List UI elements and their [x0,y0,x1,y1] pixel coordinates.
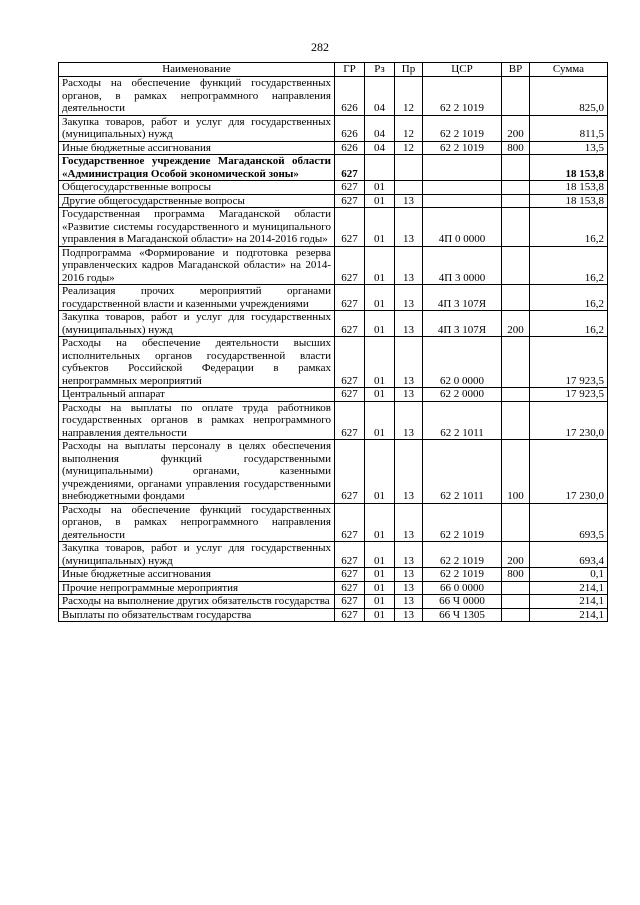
row-gr: 627 [335,285,365,311]
row-vr: 200 [502,115,530,141]
row-sum: 17 923,5 [530,388,608,402]
row-pr: 13 [395,595,423,609]
row-sum: 214,1 [530,581,608,595]
row-csr: 62 2 1019 [423,542,502,568]
row-rz [365,155,395,181]
row-gr: 627 [335,208,365,247]
row-pr: 13 [395,568,423,582]
row-vr: 100 [502,440,530,504]
row-name: Расходы на выполнение других обязательств государства [59,595,335,609]
row-rz: 01 [365,581,395,595]
row-csr: 62 2 1019 [423,77,502,116]
table-row [59,608,608,622]
row-sum: 18 153,8 [530,181,608,195]
row-name: Государственное учреждение Магаданской области «Администрация Особой экономической зоны» [59,155,335,181]
row-rz: 01 [365,208,395,247]
row-gr: 627 [335,503,365,542]
row-sum: 693,4 [530,542,608,568]
row-vr: 200 [502,542,530,568]
table-row [59,581,608,595]
row-sum: 16,2 [530,311,608,337]
row-rz: 01 [365,181,395,195]
row-rz: 01 [365,503,395,542]
row-csr: 4П 3 107Я [423,285,502,311]
row-rz: 04 [365,115,395,141]
header-pr: Пр [395,63,423,77]
row-csr: 62 0 0000 [423,337,502,388]
row-gr: 627 [335,388,365,402]
row-rz: 01 [365,194,395,208]
row-rz: 01 [365,337,395,388]
row-name: Другие общегосударственные вопросы [59,194,335,208]
table-row [59,155,608,181]
row-name: Расходы на обеспечение деятельности высших исполнительных органов государственной власти субъектов Российской Федерации в рамках непрограммных мероприятий [59,337,335,388]
row-rz: 01 [365,285,395,311]
row-gr: 627 [335,568,365,582]
row-vr [502,337,530,388]
row-pr: 12 [395,115,423,141]
row-sum: 16,2 [530,246,608,285]
row-vr [502,194,530,208]
row-rz: 01 [365,595,395,609]
row-pr: 13 [395,311,423,337]
row-name: Расходы на обеспечение функций государственных органов, в рамках непрограммного направления деятельности [59,503,335,542]
row-rz: 01 [365,440,395,504]
row-sum: 693,5 [530,503,608,542]
row-rz: 01 [365,608,395,622]
row-csr: 62 2 1019 [423,568,502,582]
row-gr: 627 [335,542,365,568]
table-row [59,311,608,337]
row-csr: 62 2 1011 [423,401,502,440]
row-vr [502,581,530,595]
row-vr [502,77,530,116]
row-vr [502,208,530,247]
table-row [59,568,608,582]
row-csr: 62 2 1019 [423,503,502,542]
row-sum: 214,1 [530,595,608,609]
row-sum: 17 923,5 [530,337,608,388]
row-csr: 66 0 0000 [423,581,502,595]
row-csr [423,194,502,208]
row-sum: 825,0 [530,77,608,116]
table-row [59,337,608,388]
table-row [59,542,608,568]
row-name: Прочие непрограммные мероприятия [59,581,335,595]
row-vr [502,608,530,622]
row-gr: 627 [335,311,365,337]
row-csr: 4П 0 0000 [423,208,502,247]
row-gr: 627 [335,595,365,609]
row-csr: 4П 3 107Я [423,311,502,337]
row-sum: 214,1 [530,608,608,622]
row-vr [502,285,530,311]
budget-table [58,62,608,622]
row-rz: 01 [365,388,395,402]
row-vr: 200 [502,311,530,337]
row-vr [502,595,530,609]
row-sum: 16,2 [530,208,608,247]
row-name: Центральный аппарат [59,388,335,402]
row-name: Закупка товаров, работ и услуг для государственных (муниципальных) нужд [59,311,335,337]
row-csr [423,181,502,195]
row-csr [423,155,502,181]
row-name: Подпрограмма «Формирование и подготовка резерва управленческих кадров Магаданской области» на 2014-2016 годы» [59,246,335,285]
row-csr: 62 2 0000 [423,388,502,402]
table-row [59,181,608,195]
row-gr: 627 [335,194,365,208]
row-name: Закупка товаров, работ и услуг для государственных (муниципальных) нужд [59,542,335,568]
row-name: Реализация прочих мероприятий органами государственной власти и казенными учреждениями [59,285,335,311]
header-gr: ГР [335,63,365,77]
row-sum: 17 230,0 [530,440,608,504]
header-vr: ВР [502,63,530,77]
row-pr: 13 [395,608,423,622]
row-gr: 627 [335,155,365,181]
row-csr: 62 2 1011 [423,440,502,504]
row-name: Государственная программа Магаданской области «Развитие системы государственного и муниципального управления в Магаданской области» на 2014-2016 годы» [59,208,335,247]
row-pr: 13 [395,542,423,568]
row-sum: 18 153,8 [530,155,608,181]
table-row [59,208,608,247]
row-name: Расходы на выплаты персоналу в целях обеспечения выполнения функций государственными (муниципальными) органами, казенными учреждениями, органами управления государственными внебюджетными фондами [59,440,335,504]
table-row [59,440,608,504]
row-pr: 13 [395,285,423,311]
row-pr: 12 [395,77,423,116]
row-gr: 626 [335,77,365,116]
row-gr: 626 [335,141,365,155]
row-sum: 811,5 [530,115,608,141]
row-sum: 16,2 [530,285,608,311]
row-pr [395,155,423,181]
row-pr: 13 [395,337,423,388]
header-name: Наименование [59,63,335,77]
row-csr: 4П 3 0000 [423,246,502,285]
row-pr: 12 [395,141,423,155]
row-pr: 13 [395,246,423,285]
row-rz: 04 [365,141,395,155]
row-rz: 01 [365,246,395,285]
row-pr: 13 [395,401,423,440]
table-row [59,388,608,402]
row-gr: 627 [335,608,365,622]
row-pr: 13 [395,194,423,208]
row-rz: 01 [365,568,395,582]
row-gr: 627 [335,440,365,504]
row-pr: 13 [395,581,423,595]
header-rz: Рз [365,63,395,77]
row-csr: 62 2 1019 [423,141,502,155]
row-pr: 13 [395,440,423,504]
row-name: Расходы на выплаты по оплате труда работников государственных органов в рамках непрограммного направления деятельности [59,401,335,440]
row-csr: 66 Ч 1305 [423,608,502,622]
row-vr [502,503,530,542]
row-vr [502,388,530,402]
row-rz: 01 [365,311,395,337]
row-sum: 13,5 [530,141,608,155]
row-name: Общегосударственные вопросы [59,181,335,195]
row-sum: 0,1 [530,568,608,582]
table-body [59,77,608,622]
row-vr: 800 [502,568,530,582]
row-name: Закупка товаров, работ и услуг для государственных (муниципальных) нужд [59,115,335,141]
table-row [59,246,608,285]
row-gr: 627 [335,181,365,195]
row-gr: 627 [335,337,365,388]
header-sum: Сумма [530,63,608,77]
row-pr [395,181,423,195]
table-row [59,285,608,311]
row-gr: 626 [335,115,365,141]
row-name: Расходы на обеспечение функций государственных органов, в рамках непрограммного направления деятельности [59,77,335,116]
table-row [59,194,608,208]
table-row [59,401,608,440]
table-row [59,115,608,141]
table-row [59,503,608,542]
row-rz: 04 [365,77,395,116]
row-csr: 66 Ч 0000 [423,595,502,609]
row-pr: 13 [395,503,423,542]
header-csr: ЦСР [423,63,502,77]
row-pr: 13 [395,388,423,402]
table-row [59,141,608,155]
row-rz: 01 [365,542,395,568]
table-header-row [59,63,608,77]
row-gr: 627 [335,401,365,440]
row-name: Выплаты по обязательствам государства [59,608,335,622]
row-vr [502,155,530,181]
row-csr: 62 2 1019 [423,115,502,141]
table-row [59,77,608,116]
row-gr: 627 [335,581,365,595]
table-row [59,595,608,609]
row-gr: 627 [335,246,365,285]
row-vr: 800 [502,141,530,155]
row-sum: 18 153,8 [530,194,608,208]
row-pr: 13 [395,208,423,247]
row-name: Иные бюджетные ассигнования [59,141,335,155]
row-rz: 01 [365,401,395,440]
row-vr [502,246,530,285]
row-vr [502,181,530,195]
row-vr [502,401,530,440]
row-sum: 17 230,0 [530,401,608,440]
row-name: Иные бюджетные ассигнования [59,568,335,582]
page-number: 282 [311,40,329,54]
